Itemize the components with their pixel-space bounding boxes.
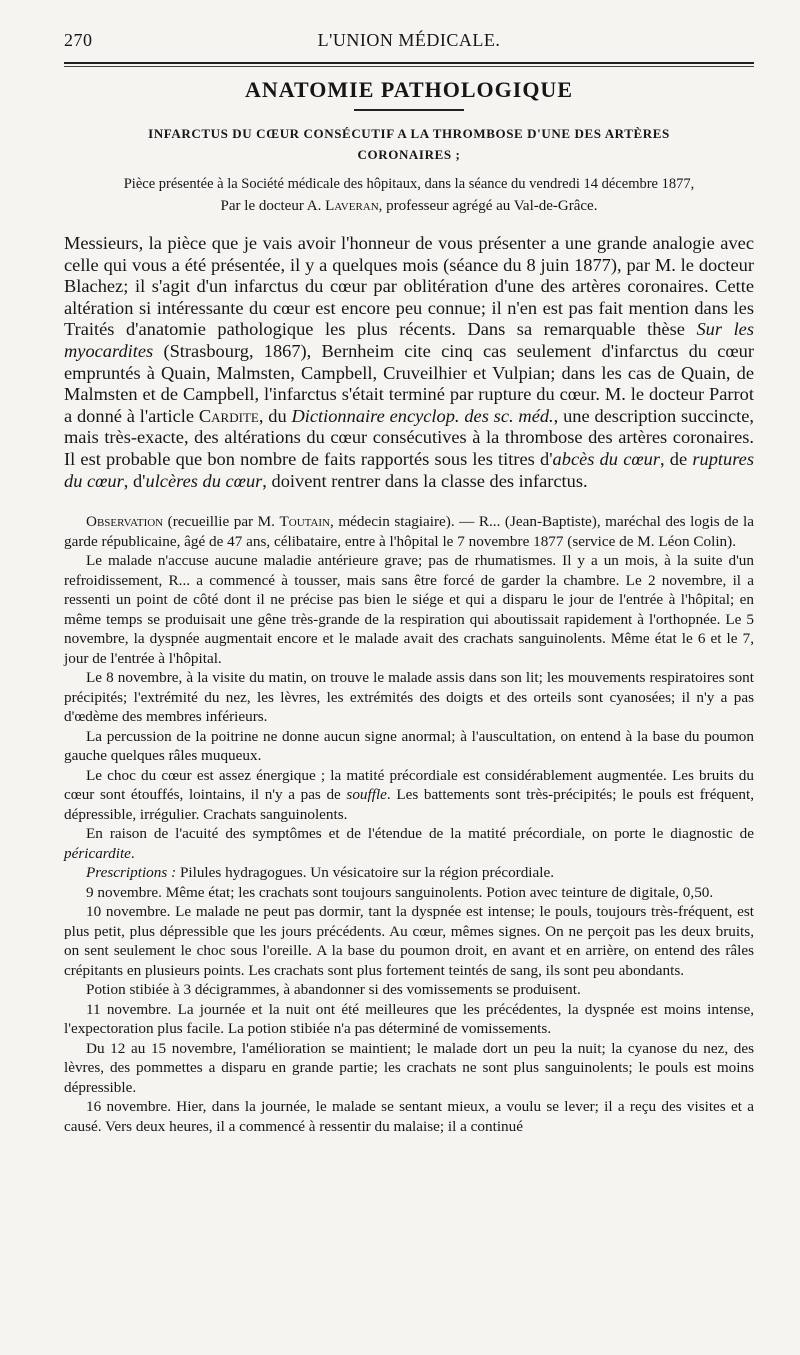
article-subtitle: Pièce présentée à la Société médicale des hôpitaux, dans la séance du vendredi 14 décembre 1877,: [123, 176, 695, 192]
section-title-rule: [354, 109, 464, 111]
author-prefix: Par le docteur A.: [220, 198, 326, 214]
observation-potion: Potion stibiée à 3 décigrammes, à abandonner si des vomissements se produisent.: [86, 981, 581, 999]
intro-abces: abcès du cœur: [552, 448, 660, 469]
article-title-line-2: CORONAIRES ;: [357, 147, 461, 162]
running-title: L'UNION MÉDICALE.: [317, 30, 501, 50]
observation-nov-9: 9 novembre. Même état; les crachats sont toujours sanguinolents. Potion avec teinture de digitale, 0,50.: [86, 883, 714, 901]
intro-text-6: , d': [123, 470, 146, 491]
intro-text-1: Messieurs, la pièce que je vais avoir l'honneur de vous présenter a une grande analogie avec celle qui vous a été présentée, il y a quelques mois (séance du 8 juin 1877), par M. le docteur Blachez; il s'agit d'un infarctus du cœur par oblitération d'une des artères coronaires. Cette altération si intéressante du cœur est encore peu connue; il n'en est pas fait mention dans les Traités d'anatomie pathologique les plus récents. Dans sa remarquable thèse: [64, 233, 754, 340]
heart-text-2: . Les battements sont très-précipités; le pouls est fréquent, dépressible, irrégulier. Crachats sanguinolents.: [64, 786, 755, 823]
intro-cardite: Cardite: [198, 405, 259, 426]
page-header: [64, 30, 754, 54]
observation-nov-8: Le 8 novembre, à la visite du matin, on trouve le malade assis dans son lit; les mouvements respiratoires sont précipités; l'extrémité du nez, les lèvres, les extrémités des doigts et des orteils sont cyanosées; il n'y a pas d'œdème des membres inférieurs.: [64, 669, 754, 726]
article-title: [64, 123, 754, 165]
observation-history: Le malade n'accuse aucune maladie antérieure grave; pas de rhumatismes. Il y a un mois, à la suite d'un refroidissement, R... a commencé à tousser, mais sans être forcé de garder la chambre. Le 2 novembre, il a ressenti un point de côté dont il ne précise pas bien le siége et qui a disparu le jour de l'entrée à l'hôpital; en même temps se produisait une gêne très-grande de la respiration qui aboutissait rapidement à l'orthopnée. Le 5 novembre, la dyspnée augmentait encore et le malade avait des crachats sanguinolents. Même état le 6 et le 7, jour de l'entrée à l'hôpital.: [64, 552, 754, 667]
intro-text-4: , une description succincte, mais très-exacte, des altérations du cœur consécutives à la thrombose des artères coronaires. Il est probable que bon nombre de faits rapportés sous les titres d': [64, 405, 754, 469]
heart-text-1: Le choc du cœur est assez énergique ; la matité précordiale est considérablement augmentée. Les bruits du cœur sont étouffés, lointains, il n'y a pas de: [64, 766, 754, 804]
observation-nov-16: 16 novembre. Hier, dans la journée, le malade se sentant mieux, a voulu se lever; il a reçu des visites et a causé. Vers deux heures, il a commencé à ressentir du malaise; il a continué: [64, 1098, 754, 1135]
diagnosis-end: .: [130, 844, 135, 862]
page-number: 270: [64, 30, 93, 50]
article-title-line-1: INFARCTUS DU CŒUR CONSÉCUTIF A LA THROMBOSE D'UNE DES ARTÈRES: [148, 126, 670, 141]
intro-ulceres: ulcères du cœur: [145, 470, 263, 491]
observation-prescriptions: [64, 863, 754, 883]
observation-nov-10: 10 novembre. Le malade ne peut pas dormir, tant la dyspnée est intense; le pouls, toujours très-fréquent, est plus petit, plus dépressible que les jours précédents. Au cœur, mêmes signes. On ne perçoit pas les deux bruits, on sent seulement le choc sous l'oreille. A la base du poumon droit, en avant et en arrière, on entend des râles crépitants en plusieurs points. Les crachats sont plus fortement teintés de sang, ils sont peu abondants.: [64, 903, 754, 979]
intro-paragraph: [64, 233, 754, 492]
observation-intro-end: , médecin stagiaire). — R... (Jean-Baptiste), maréchal des logis de la garde républicaine, âgé de 47 ans, célibataire, entre à l'hôpital le 7 novembre 1877 (service de M. Léon Colin).: [64, 513, 755, 550]
diagnosis-term: péricardite: [64, 844, 131, 862]
observation-heart: [64, 766, 754, 825]
intro-text-3: , du: [258, 405, 292, 426]
observation-intro-text: (recueillie par M.: [163, 513, 280, 531]
intro-thesis-title: Sur les myocardites: [64, 319, 755, 361]
observation-percussion: La percussion de la poitrine ne donne aucun signe anormal; à l'auscultation, on entend à la base du poumon gauche quelques râles muqueux.: [64, 727, 754, 765]
author-name: Laveran: [325, 198, 379, 214]
header-rule-thin: [64, 66, 754, 67]
section-title: ANATOMIE PATHOLOGIQUE: [244, 77, 573, 102]
observation-intro: [64, 512, 754, 551]
author-suffix: , professeur agrégé au Val-de-Grâce.: [378, 198, 598, 214]
heart-souffle: souffle: [346, 786, 387, 804]
observation-nov-11: 11 novembre. La journée et la nuit ont été meilleures que les précédentes, la dyspnée est moins intense, l'expectoration plus facile. La potion stibiée n'a pas déterminé de vomissements.: [64, 1000, 754, 1038]
intro-text-7: , doivent rentrer dans la classe des infarctus.: [262, 470, 588, 491]
diagnosis-text: En raison de l'acuité des symptômes et de l'étendue de la matité précordiale, on porte le diagnostic de: [86, 825, 754, 843]
prescriptions-text: Pilules hydragogues. Un vésicatoire sur la région précordiale.: [176, 864, 555, 882]
observation-nov-12-15: Du 12 au 15 novembre, l'amélioration se maintient; le malade dort un peu la nuit; la cyanose du nez, des lèvres, des pommettes a disparu en grande partie; les crachats ne sont plus sanguinolents; le pouls est moins dépressible.: [64, 1039, 754, 1096]
intro-ruptures: ruptures du cœur: [64, 448, 754, 491]
observation-recorder: Toutain: [279, 513, 331, 531]
header-rule: [64, 62, 754, 64]
intro-dictionary: Dictionnaire encyclop. des sc. méd.: [291, 405, 554, 426]
observation-diagnosis: [64, 824, 754, 863]
observation-label: Observation: [86, 513, 164, 531]
observation-section: [64, 512, 754, 1136]
article-author: [64, 198, 754, 215]
intro-text-5: , de: [659, 448, 693, 469]
prescriptions-label: Prescriptions :: [86, 864, 177, 882]
intro-text-2: (Strasbourg, 1867), Bernheim cite cinq cas seulement d'infarctus du cœur empruntés à Quain, Malmsten, Campbell, Cruveilhier et Vulpian; dans les cas de Quain, de Malmsten et de Campbell, l'infarctus s'était terminé par rupture du cœur. M. le docteur Parrot a donné à l'article: [64, 340, 754, 426]
